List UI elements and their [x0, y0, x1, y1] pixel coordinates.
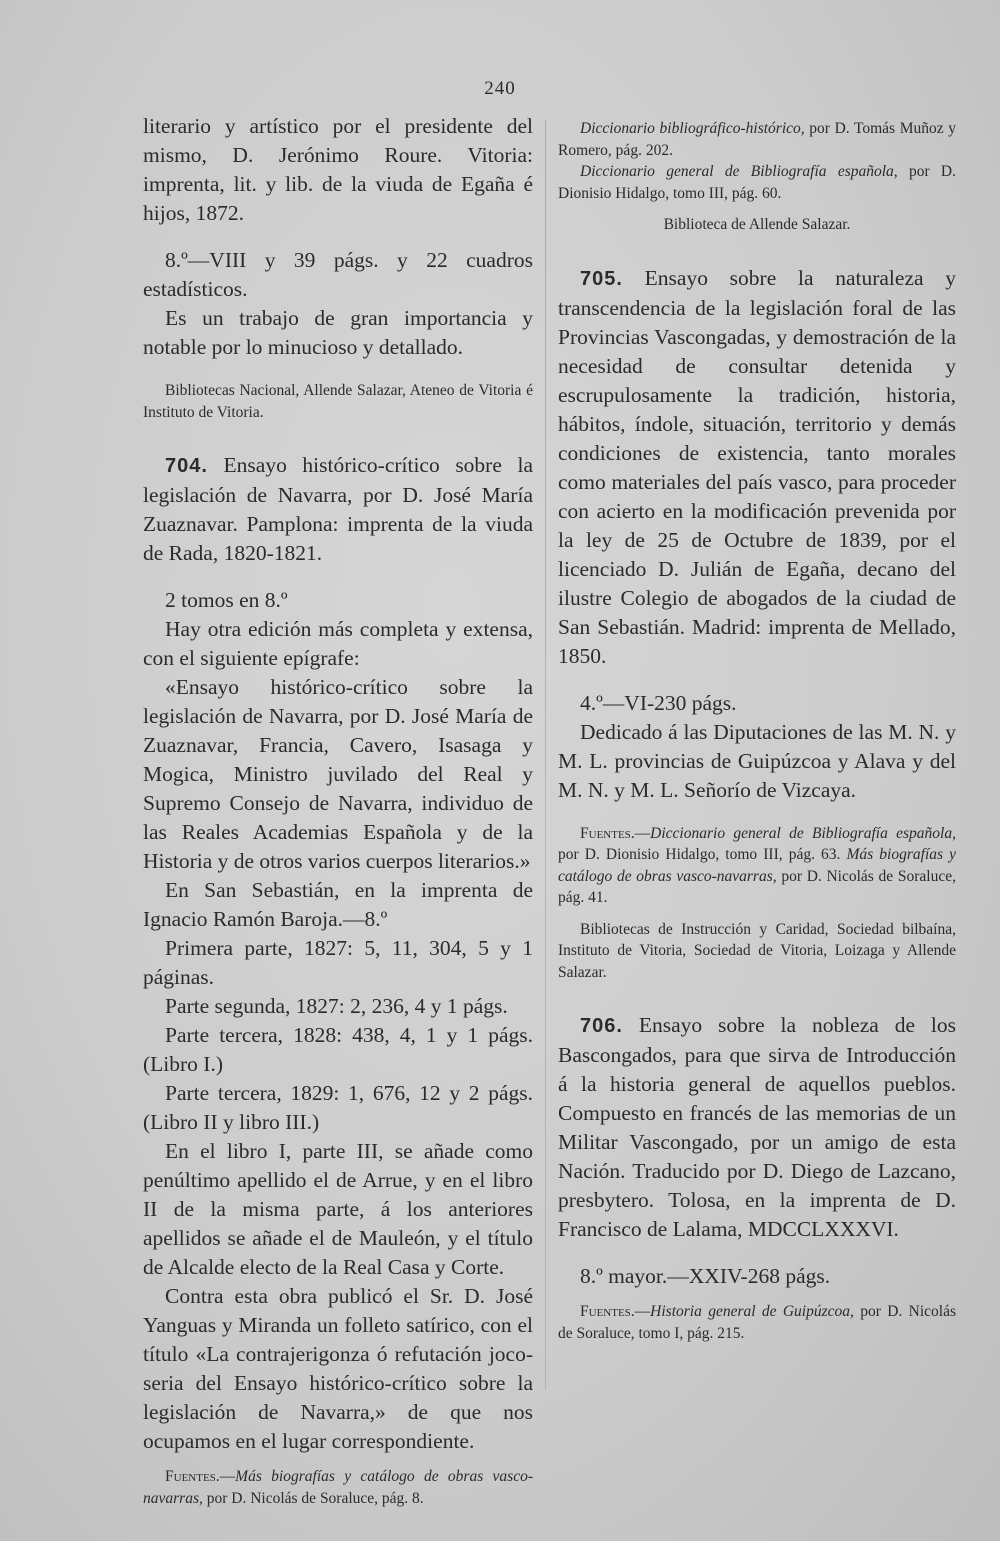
sources-label: Fuentes. [165, 1468, 220, 1485]
page-number: 240 [484, 78, 516, 99]
sources-work: Historia general de Guipúzcoa, [650, 1303, 854, 1320]
continued-library: Biblioteca de Allende Salazar. [663, 216, 851, 233]
entry-706-number: 706. [580, 1015, 623, 1037]
entry-704-paragraph: Hay otra edición más completa y extensa, con el siguiente epígrafe: [143, 617, 533, 670]
entry-704-paragraph: Parte tercera, 1829: 1, 676, 12 y 2 págs. (Libro II y libro III.) [143, 1081, 533, 1134]
entry-704-paragraph: En el libro I, parte III, se añade como penúltimo apellido el de Arrue, y en el libro II de la misma parte, á los anteriores apellidos se añade el de Mauleón, y el título de Alcalde electo de la Real Casa y Corte. [143, 1139, 533, 1279]
column-divider [545, 120, 546, 1390]
entry-706-sources [558, 1301, 956, 1344]
source-rest: por D. Dionisio Hidalgo, tomo III, pág. 60. [558, 163, 957, 202]
entry-704-number: 704. [165, 455, 208, 477]
source-rest: por D. Tomás Muñoz y Romero, pág. 202. [558, 120, 957, 159]
source-work: Diccionario bibliográfico-histórico, [580, 120, 805, 137]
entry-706-title: Ensayo sobre la nobleza de los Bascongados, para que sirva de Introducción á la historia general de aquellos pueblos. Compuesto en francés de las memorias de un Militar Vascongado, por un amigo de esta Nación. Traducido por D. Diego de Lazcano, presbytero. Tolosa, en la imprenta de D. Francisco de Lalama, MDCCLXXXVI. [558, 1013, 956, 1241]
entry-705 [558, 264, 956, 671]
sources-rest: por D. Dionisio Hidalgo, tomo III, pág. 63. [558, 846, 841, 863]
intro-format: 8.º—VIII y 39 págs. y 22 cuadros estadísticos. [143, 248, 533, 301]
entry-705-number: 705. [580, 267, 623, 290]
sources-rest: por D. Nicolás de Soraluce, pág. 41. [558, 867, 956, 906]
entry-704-sources [143, 1466, 533, 1509]
entry-704 [143, 451, 533, 568]
sources-dash: — [634, 1303, 651, 1320]
entry-704-paragraph: Contra esta obra publicó el Sr. D. José Yanguas y Miranda un folleto satírico, con el título «La contrajerigonza ó refutación joco-seria del Ensayo histórico-crítico sobre la legislación de Navarra,» de que nos ocupamos en el lugar correspondiente. [143, 1284, 533, 1453]
entry-705-title: Ensayo sobre la naturaleza y transcendencia de la legislación foral de las Provincias Vascongadas, y demostración de la necesidad de consultar detenida y escrupulosamente la tradición, historia, hábitos, índole, situación, territorio y demás condiciones de existencia, tanto morales como materiales del país vasco, para proceder con acierto en la modificación prevenida por la ley de 25 de Octubre de 1839, por el licenciado D. Julián de Egaña, decano del ilustre Colegio de abogados de la ciudad de San Sebastián. Madrid: imprenta de Mellado, 1850. [558, 265, 957, 668]
sources-label: Fuentes. [580, 1303, 635, 1320]
sources-work: Más biografías y catálogo de obras vasco-navarras, [558, 846, 957, 885]
entry-705-dedication: Dedicado á las Diputaciones de las M. N. y M. L. provincias de Guipúzcoa y Alava y del M. N. y M. L. Señorío de Vizcaya. [558, 719, 956, 802]
intro-libraries: Bibliotecas Nacional, Allende Salazar, Ateneo de Vitoria é Instituto de Vitoria. [143, 382, 533, 421]
entry-706-format: 8.º mayor.—XXIV-268 págs. [580, 1264, 831, 1288]
sources-rest: por D. Nicolás de Soraluce, tomo I, pág. 215. [558, 1303, 956, 1342]
entry-704-paragraph: Primera parte, 1827: 5, 11, 304, 5 y 1 páginas. [143, 936, 533, 989]
continued-source-2 [558, 161, 956, 204]
entry-704-format: 2 tomos en 8.º [165, 588, 288, 612]
entry-705-sources [558, 823, 956, 909]
entry-705-libraries: Bibliotecas de Instrucción y Caridad, Sociedad bilbaína, Instituto de Vitoria, Sociedad de Vitoria, Loizaga y Allende Salazar. [558, 920, 956, 981]
continued-source-1 [558, 118, 956, 161]
intro-note: Es un trabajo de gran importancia y notable por lo minucioso y detallado. [143, 306, 533, 359]
entry-704-title: Ensayo histórico-crítico sobre la legislación de Navarra, por D. José María Zuaznavar. Pamplona: imprenta de la viuda de Rada, 1820-1821. [143, 453, 533, 565]
source-work: Diccionario general de Bibliografía española, [580, 163, 898, 180]
entry-704-paragraph: Parte tercera, 1828: 438, 4, 1 y 1 págs. (Libro I.) [143, 1023, 533, 1076]
entry-706 [558, 1011, 956, 1244]
entry-705-format: 4.º—VI-230 págs. [580, 690, 737, 715]
sources-dash: — [634, 824, 651, 842]
sources-work: Más biografías y catálogo de obras vasco-navarras, [143, 1468, 533, 1507]
sources-label: Fuentes. [580, 824, 635, 842]
sources-work: Diccionario general de Bibliografía española, [650, 824, 956, 842]
sources-dash: — [219, 1468, 236, 1485]
entry-704-paragraph: «Ensayo histórico-crítico sobre la legislación de Navarra, por D. José María de Zuaznavar, Francia, Cavero, Isasaga y Mogica, Ministro juvilado del Real y Supremo Consejo de Navarra, individuo de las Reales Academias Española y de la Historia y de otros varios cuerpos literarios.» [143, 675, 533, 873]
entry-704-paragraph: En San Sebastián, en la imprenta de Ignacio Ramón Baroja.—8.º [143, 878, 533, 931]
right-column [558, 112, 956, 1344]
intro-text: literario y artístico por el presidente del mismo, D. Jerónimo Roure. Vitoria: imprenta, lit. y lib. de la viuda de Egaña é hijos, 1872. [143, 114, 533, 225]
left-column [143, 112, 533, 1509]
sources-rest: por D. Nicolás de Soraluce, pág. 8. [202, 1489, 424, 1507]
entry-704-paragraph: Parte segunda, 1827: 2, 236, 4 y 1 págs. [165, 994, 508, 1018]
